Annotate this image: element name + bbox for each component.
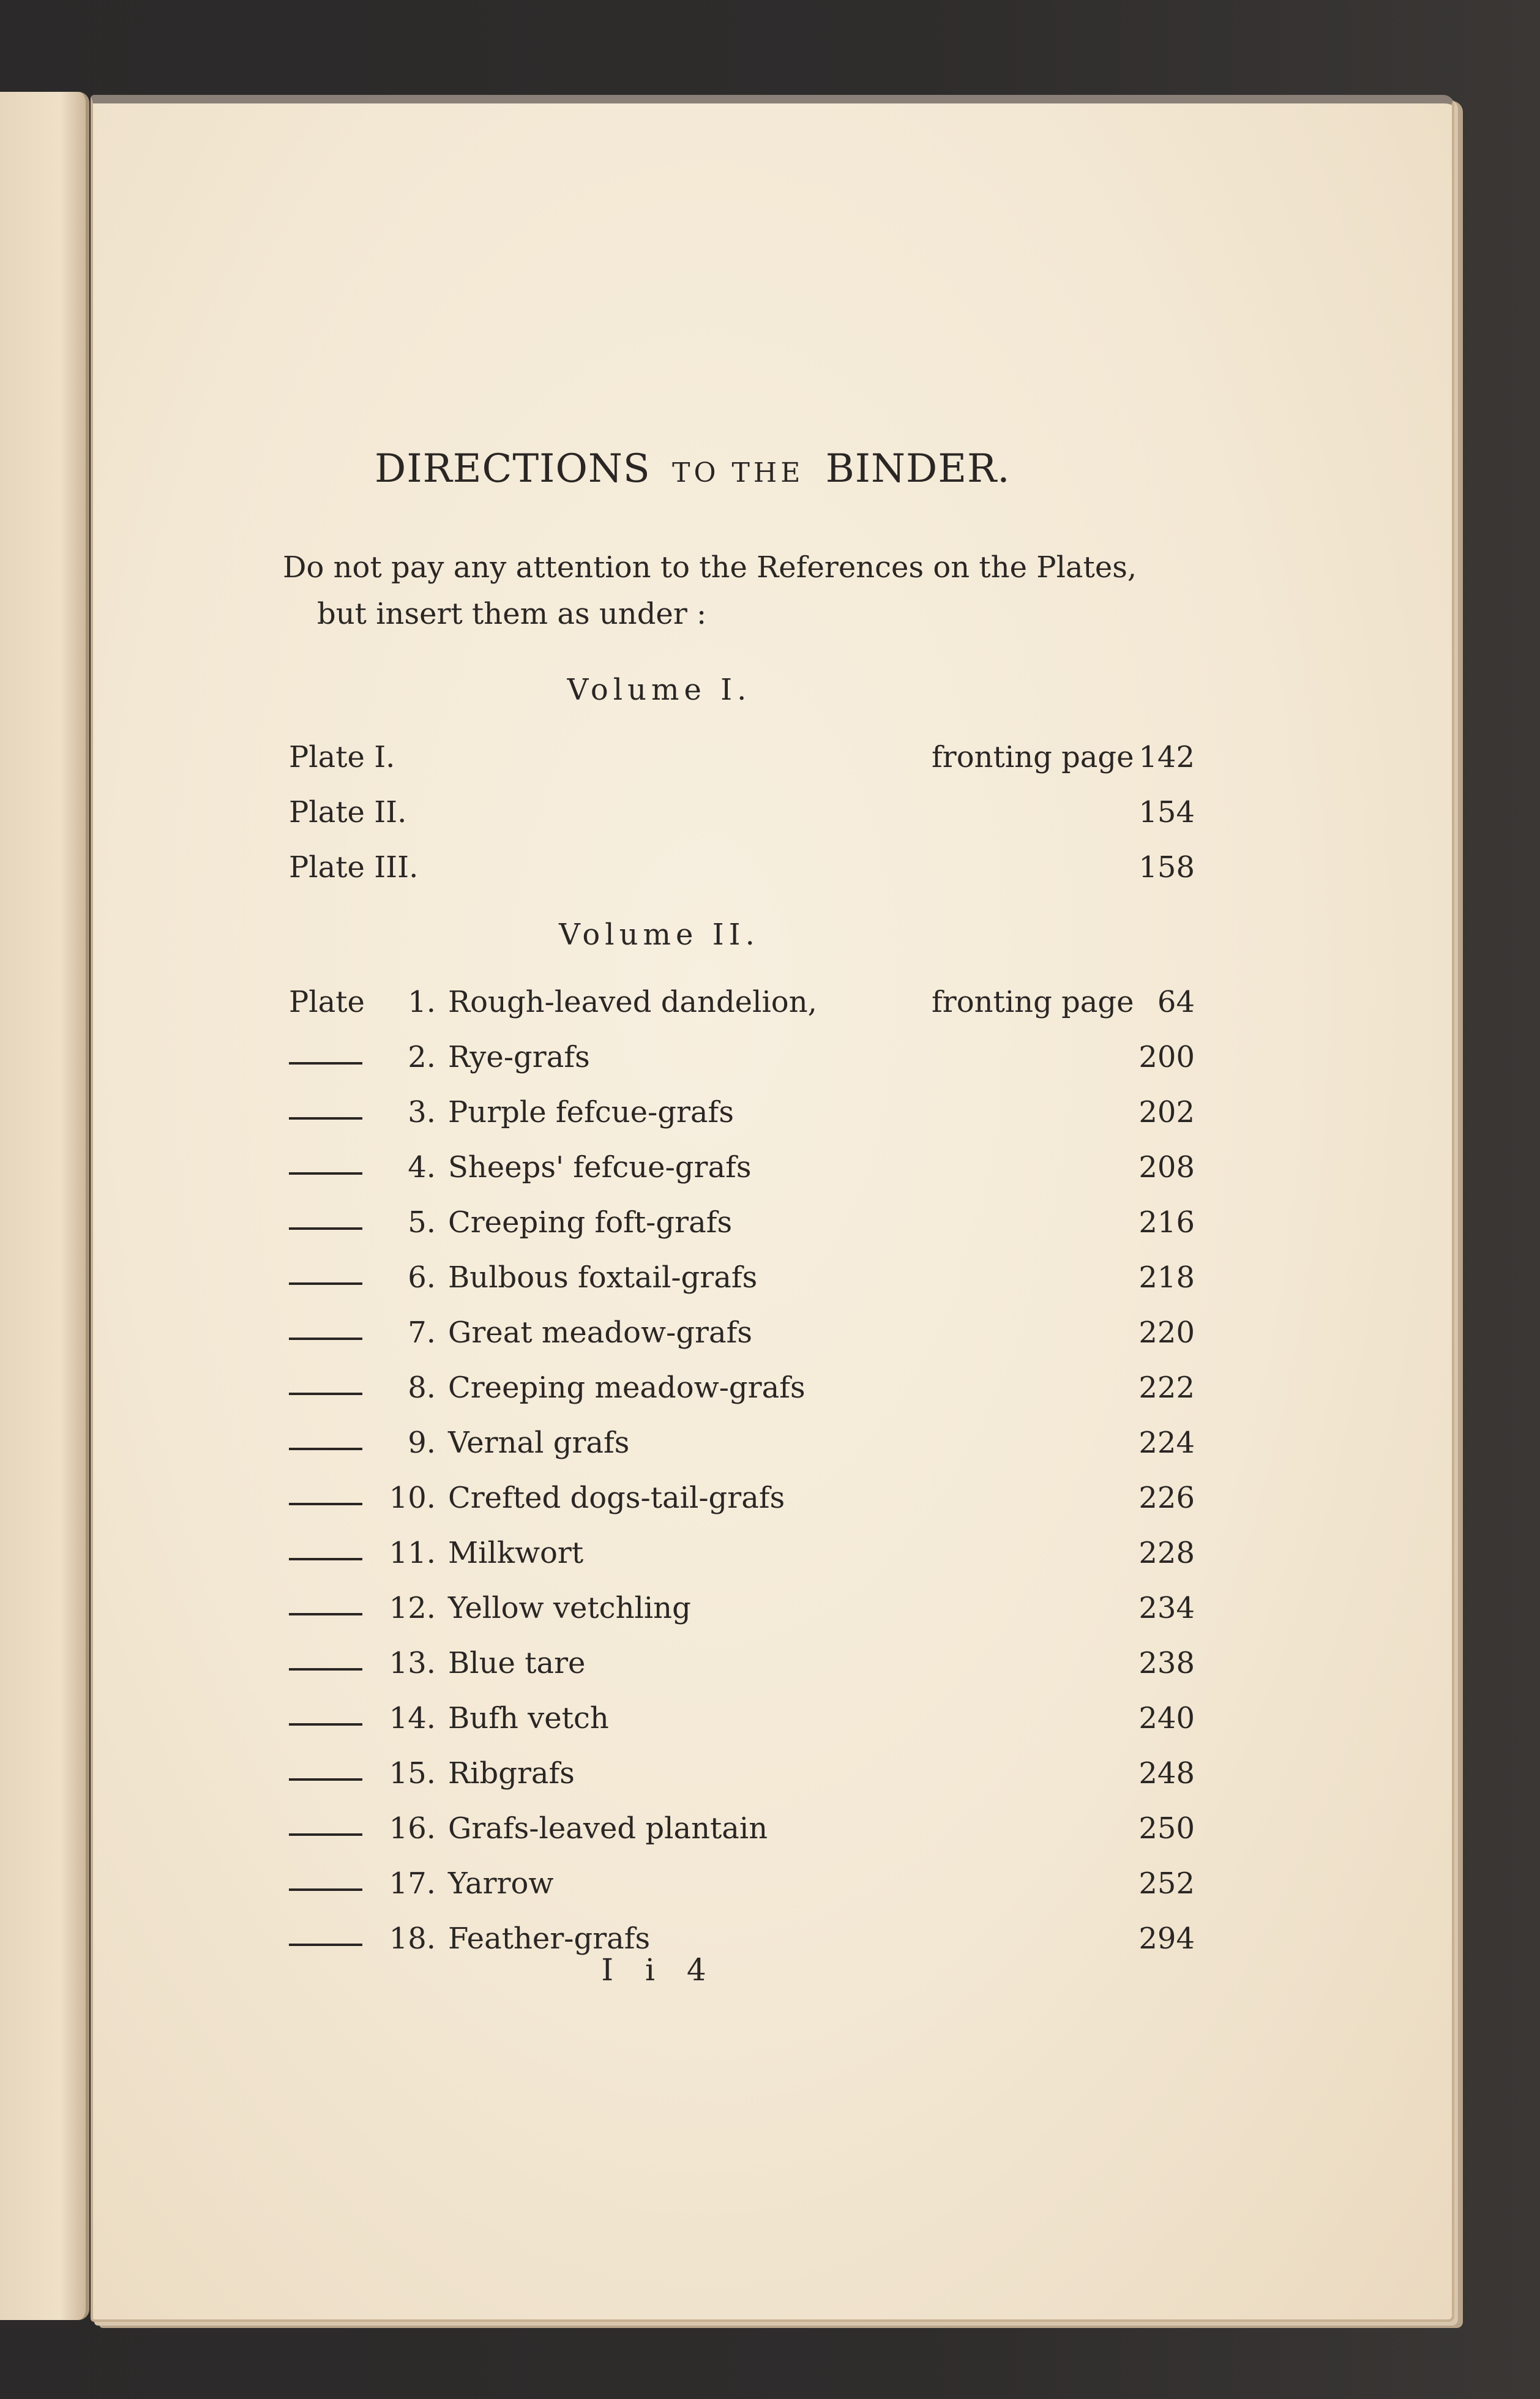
- page-number: 142: [1138, 740, 1195, 774]
- page-number: 224: [1138, 1426, 1195, 1460]
- ditto-dash: [289, 1040, 375, 1083]
- page-title: [375, 446, 1170, 492]
- plate-row: [289, 1866, 1195, 1909]
- ditto-dash: [289, 1756, 375, 1799]
- plate-label: Plate II.: [289, 795, 407, 829]
- page-number: 248: [1138, 1756, 1195, 1791]
- plate-number: 9.: [408, 1426, 436, 1460]
- plate-row: [289, 1536, 1195, 1579]
- page-number: 200: [1138, 1040, 1195, 1074]
- plate-number: 8.: [408, 1371, 436, 1405]
- plate-number: 1.: [408, 985, 436, 1019]
- instructions-line-1: Do not pay any attention to the References on the Plates,: [283, 550, 1137, 585]
- plate-row: [289, 1811, 1195, 1854]
- book-page: [91, 95, 1454, 2322]
- plate-number: 3.: [408, 1095, 436, 1129]
- ditto-dash: [289, 1150, 375, 1193]
- plate-number: 14.: [389, 1701, 436, 1735]
- plate-number: 15.: [389, 1756, 436, 1791]
- plate-row: [289, 795, 1195, 838]
- plate-number: 6.: [408, 1260, 436, 1295]
- plate-number: 12.: [389, 1591, 436, 1625]
- page-number: 238: [1138, 1646, 1195, 1680]
- plate-row: [289, 1316, 1195, 1358]
- plate-label: Plate III.: [289, 850, 419, 885]
- plant-name: Grafs-leaved plantain: [448, 1811, 768, 1846]
- plate-row: [289, 1040, 1195, 1083]
- page-number: 294: [1138, 1922, 1195, 1956]
- page-number: 234: [1138, 1591, 1195, 1625]
- plate-label: Plate I.: [289, 740, 395, 774]
- ditto-dash: [289, 1811, 375, 1854]
- plate-row: [289, 1260, 1195, 1303]
- page-number: 202: [1138, 1095, 1195, 1129]
- page-number: 226: [1138, 1481, 1195, 1515]
- plate-row: [289, 1371, 1195, 1413]
- plant-name: Great meadow-grafs: [448, 1316, 753, 1350]
- plate-number: 4.: [408, 1150, 436, 1185]
- binder-instructions: [283, 544, 1137, 637]
- plant-name: Crefted dogs-tail-grafs: [448, 1481, 785, 1515]
- plate-row: [289, 1756, 1195, 1799]
- fronting-text: fronting page: [932, 740, 1134, 774]
- plate-row: [289, 1095, 1195, 1138]
- ditto-dash: [289, 1260, 375, 1303]
- ditto-dash: [289, 1866, 375, 1909]
- page-number: 240: [1138, 1701, 1195, 1735]
- volume-1-heading: Volume I.: [567, 673, 752, 707]
- page-number: 64: [1157, 985, 1195, 1019]
- ditto-dash: [289, 1536, 375, 1579]
- plate-number: 7.: [408, 1316, 436, 1350]
- page-number: 154: [1138, 795, 1195, 829]
- plant-name: Purple fefcue-grafs: [448, 1095, 734, 1129]
- page-number: 218: [1138, 1260, 1195, 1295]
- title-binder: BINDER.: [825, 446, 1011, 492]
- ditto-dash: [289, 1316, 375, 1358]
- signature-mark: I i 4: [601, 1952, 717, 1988]
- plate-row: [289, 1591, 1195, 1634]
- title-to-the: TO THE: [672, 457, 804, 488]
- plate-row: [289, 1426, 1195, 1469]
- ditto-dash: [289, 1095, 375, 1138]
- plant-name: Creeping foft-grafs: [448, 1205, 733, 1240]
- title-directions: DIRECTIONS: [375, 446, 651, 492]
- plant-name: Milkwort: [448, 1536, 584, 1570]
- ditto-dash: [289, 1205, 375, 1248]
- instructions-line-2: but insert them as under :: [317, 597, 707, 631]
- fronting-text: fronting page: [932, 985, 1134, 1019]
- plant-name: Creeping meadow-grafs: [448, 1371, 806, 1405]
- volume-2-heading: Volume II.: [559, 918, 760, 952]
- plate-number: 16.: [389, 1811, 436, 1846]
- plate-number: 2.: [408, 1040, 436, 1074]
- plate-row: [289, 1646, 1195, 1689]
- ditto-dash: [289, 1646, 375, 1689]
- plant-name: Sheeps' fefcue-grafs: [448, 1150, 752, 1185]
- plate-number: 11.: [389, 1536, 436, 1570]
- plate-row: [289, 985, 1195, 1028]
- ditto-dash: [289, 1371, 375, 1413]
- plate-row: [289, 1205, 1195, 1248]
- plant-name: Bulbous foxtail-grafs: [448, 1260, 758, 1295]
- plate-row: [289, 1701, 1195, 1744]
- plant-name: Yarrow: [448, 1866, 554, 1901]
- plate-number: 13.: [389, 1646, 436, 1680]
- plant-name: Feather-grafs: [448, 1922, 651, 1956]
- page-number: 208: [1138, 1150, 1195, 1185]
- ditto-dash: [289, 1426, 375, 1469]
- page-number: 216: [1138, 1205, 1195, 1240]
- plate-row: [289, 850, 1195, 893]
- plant-name: Rough-leaved dandelion,: [448, 985, 817, 1019]
- plate-row: [289, 1481, 1195, 1524]
- plant-name: Yellow vetchling: [448, 1591, 691, 1625]
- page-number: 228: [1138, 1536, 1195, 1570]
- page-number: 222: [1138, 1371, 1195, 1405]
- plant-name: Ribgrafs: [448, 1756, 575, 1791]
- plate-label: Plate: [289, 985, 365, 1019]
- plate-row: [289, 740, 1195, 783]
- plant-name: Vernal grafs: [448, 1426, 630, 1460]
- page-number: 250: [1138, 1811, 1195, 1846]
- plant-name: Bufh vetch: [448, 1701, 609, 1735]
- ditto-dash: [289, 1591, 375, 1634]
- page-number: 220: [1138, 1316, 1195, 1350]
- plate-number: 10.: [389, 1481, 436, 1515]
- plate-number: 17.: [389, 1866, 436, 1901]
- page-number: 158: [1138, 850, 1195, 885]
- ditto-dash: [289, 1481, 375, 1524]
- plate-number: 5.: [408, 1205, 436, 1240]
- plant-name: Rye-grafs: [448, 1040, 590, 1074]
- page-number: 252: [1138, 1866, 1195, 1901]
- plant-name: Blue tare: [448, 1646, 586, 1680]
- ditto-dash: [289, 1701, 375, 1744]
- facing-page-edge: [0, 92, 89, 2320]
- plate-number: 18.: [389, 1922, 436, 1956]
- plate-row: [289, 1150, 1195, 1193]
